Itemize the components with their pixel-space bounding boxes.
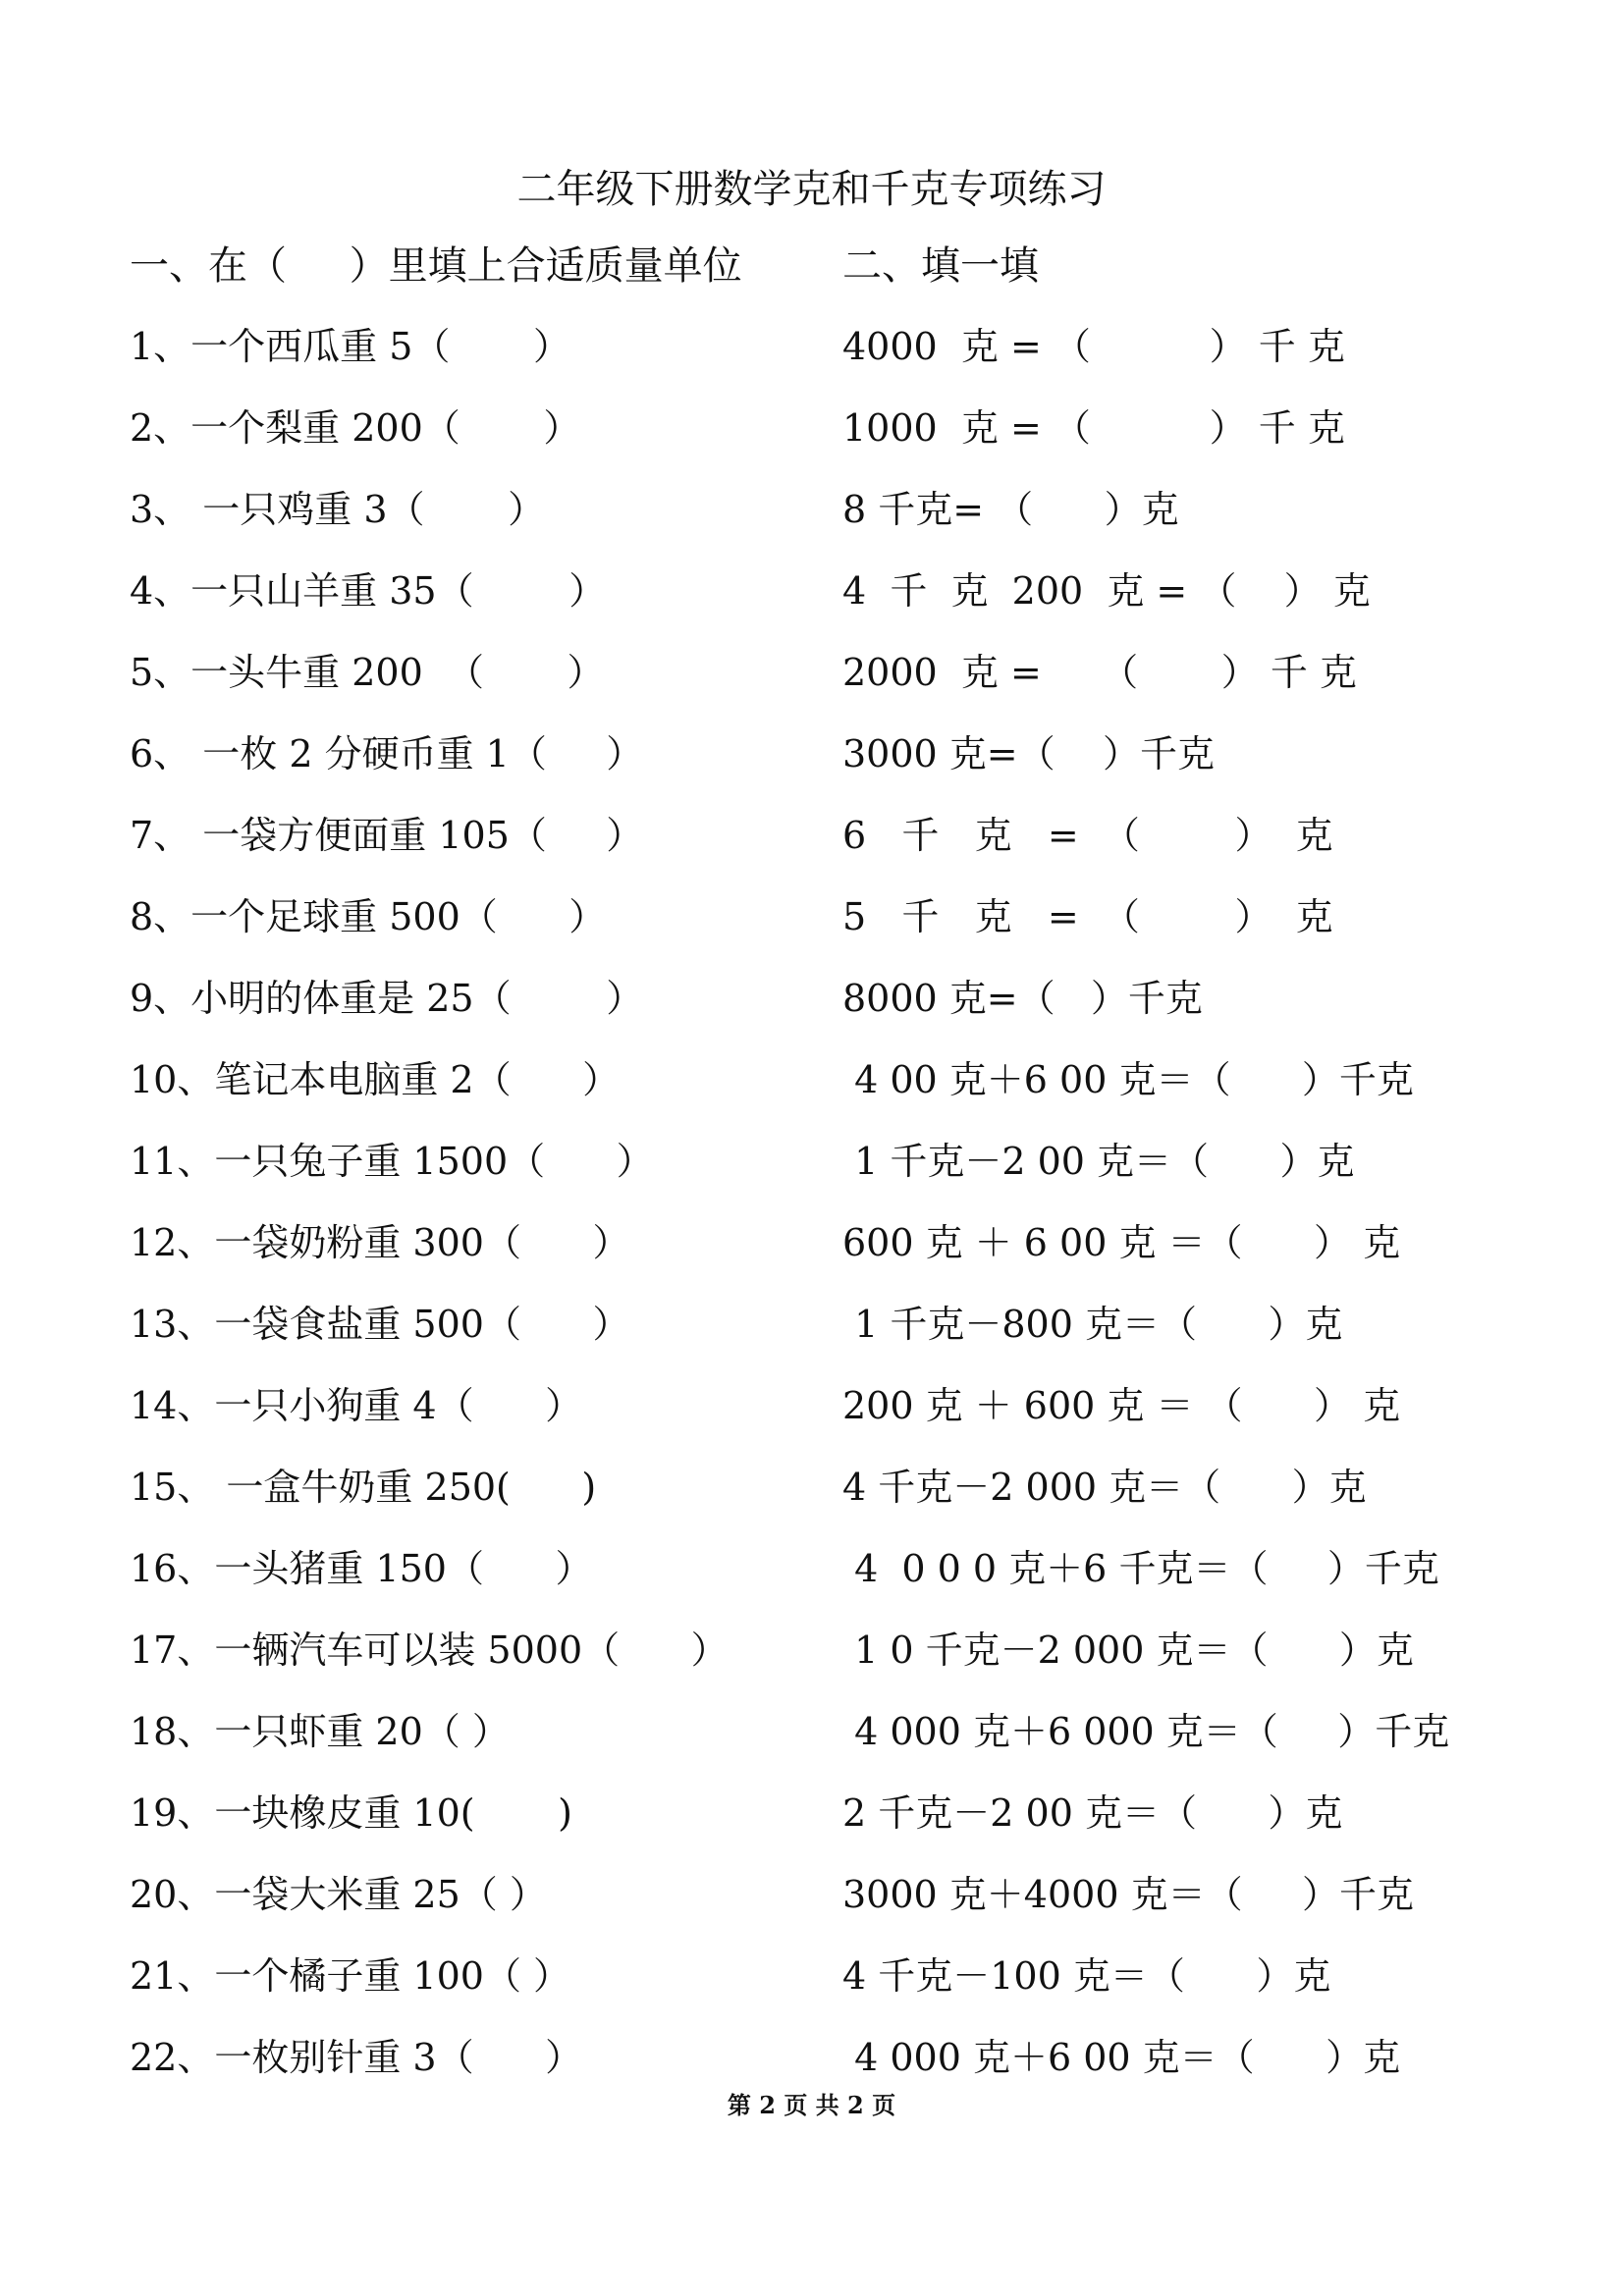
unit-question: 20、一袋大米重 25（ ） <box>130 1873 547 1916</box>
unit-question: 14、一只小狗重 4（ ） <box>130 1384 583 1427</box>
conversion-question: 4 千克－100 克＝（ ）克 <box>842 1954 1331 1998</box>
conversion-question: 2000 克 = （ ） 千 克 <box>842 651 1357 694</box>
unit-question: 11、一只兔子重 1500（ ） <box>130 1140 654 1183</box>
conversion-question: 3000 克＋4000 克＝（ ）千克 <box>842 1873 1414 1916</box>
conversion-question: 600 克 ＋ 6 00 克 ＝（ ） 克 <box>842 1221 1401 1264</box>
unit-question: 22、一枚别针重 3（ ） <box>130 2036 583 2079</box>
unit-question: 2、一个梨重 200（ ） <box>130 406 581 450</box>
conversion-question: 4000 克 = （ ） 千 克 <box>842 325 1345 368</box>
conversion-question: 6 千 克 = （ ） 克 <box>842 814 1333 857</box>
unit-question: 13、一袋食盐重 500（ ） <box>130 1303 630 1346</box>
unit-question: 17、一辆汽车可以装 5000（ ） <box>130 1629 729 1672</box>
conversion-question: 4 00 克＋6 00 克＝（ ）千克 <box>842 1058 1414 1101</box>
conversion-question: 8000 克=（ ）千克 <box>842 977 1203 1020</box>
page-title: 二年级下册数学克和千克专项练习 <box>516 167 1107 212</box>
conversion-question: 8 千克= （ ）克 <box>842 488 1179 531</box>
conversion-question: 4 0 0 0 克＋6 千克＝（ ）千克 <box>842 1547 1439 1590</box>
conversion-list <box>842 322 1510 2114</box>
unit-question: 4、一只山羊重 35（ ） <box>130 569 607 613</box>
unit-question: 8、一个足球重 500（ ） <box>130 895 607 938</box>
unit-question: 16、一头猪重 150（ ） <box>130 1547 593 1590</box>
unit-question: 7、 一袋方便面重 105（ ） <box>130 814 644 857</box>
unit-question: 21、一个橘子重 100（ ） <box>130 1954 571 1998</box>
section-two-heading: 二、填一填 <box>842 243 1039 289</box>
conversion-question: 1 千克－800 克＝（ ）克 <box>842 1303 1343 1346</box>
unit-question: 9、小明的体重是 25（ ） <box>130 977 644 1020</box>
conversion-question: 5 千 克 = （ ） 克 <box>842 895 1333 938</box>
conversion-question: 200 克 ＋ 600 克 ＝ （ ） 克 <box>842 1384 1401 1427</box>
conversion-question: 4 千 克 200 克 = （ ） 克 <box>842 569 1371 613</box>
conversion-question: 2 千克－2 00 克＝（ ）克 <box>842 1791 1343 1835</box>
conversion-question: 1 千克－2 00 克＝（ ）克 <box>842 1140 1355 1183</box>
unit-question: 15、 一盒牛奶重 250( ) <box>130 1466 597 1509</box>
conversion-question: 1 0 千克－2 000 克＝（ ）克 <box>842 1629 1414 1672</box>
page-number: 第 2 页 共 2 页 <box>727 2091 896 2119</box>
conversion-question: 4 000 克＋6 000 克＝（ ）千克 <box>842 1710 1450 1753</box>
unit-question: 3、 一只鸡重 3（ ） <box>130 488 546 531</box>
conversion-question: 1000 克 = （ ） 千 克 <box>842 406 1345 450</box>
unit-question: 12、一袋奶粉重 300（ ） <box>130 1221 630 1264</box>
unit-fill-list <box>130 322 817 2114</box>
unit-question: 18、一只虾重 20（ ） <box>130 1710 510 1753</box>
conversion-question: 4 000 克＋6 00 克＝（ ）克 <box>842 2036 1401 2079</box>
conversion-question: 4 千克－2 000 克＝（ ）克 <box>842 1466 1367 1509</box>
section-one-heading: 一、在（ ）里填上合适质量单位 <box>130 243 742 289</box>
unit-question: 1、一个西瓜重 5（ ） <box>130 325 570 368</box>
unit-question: 19、一块橡皮重 10( ) <box>130 1791 572 1835</box>
conversion-question: 3000 克=（ ）千克 <box>842 732 1215 775</box>
unit-question: 6、 一枚 2 分硬币重 1（ ） <box>130 732 644 775</box>
unit-question: 10、笔记本电脑重 2（ ） <box>130 1058 621 1101</box>
unit-question: 5、一头牛重 200 （ ） <box>130 651 605 694</box>
